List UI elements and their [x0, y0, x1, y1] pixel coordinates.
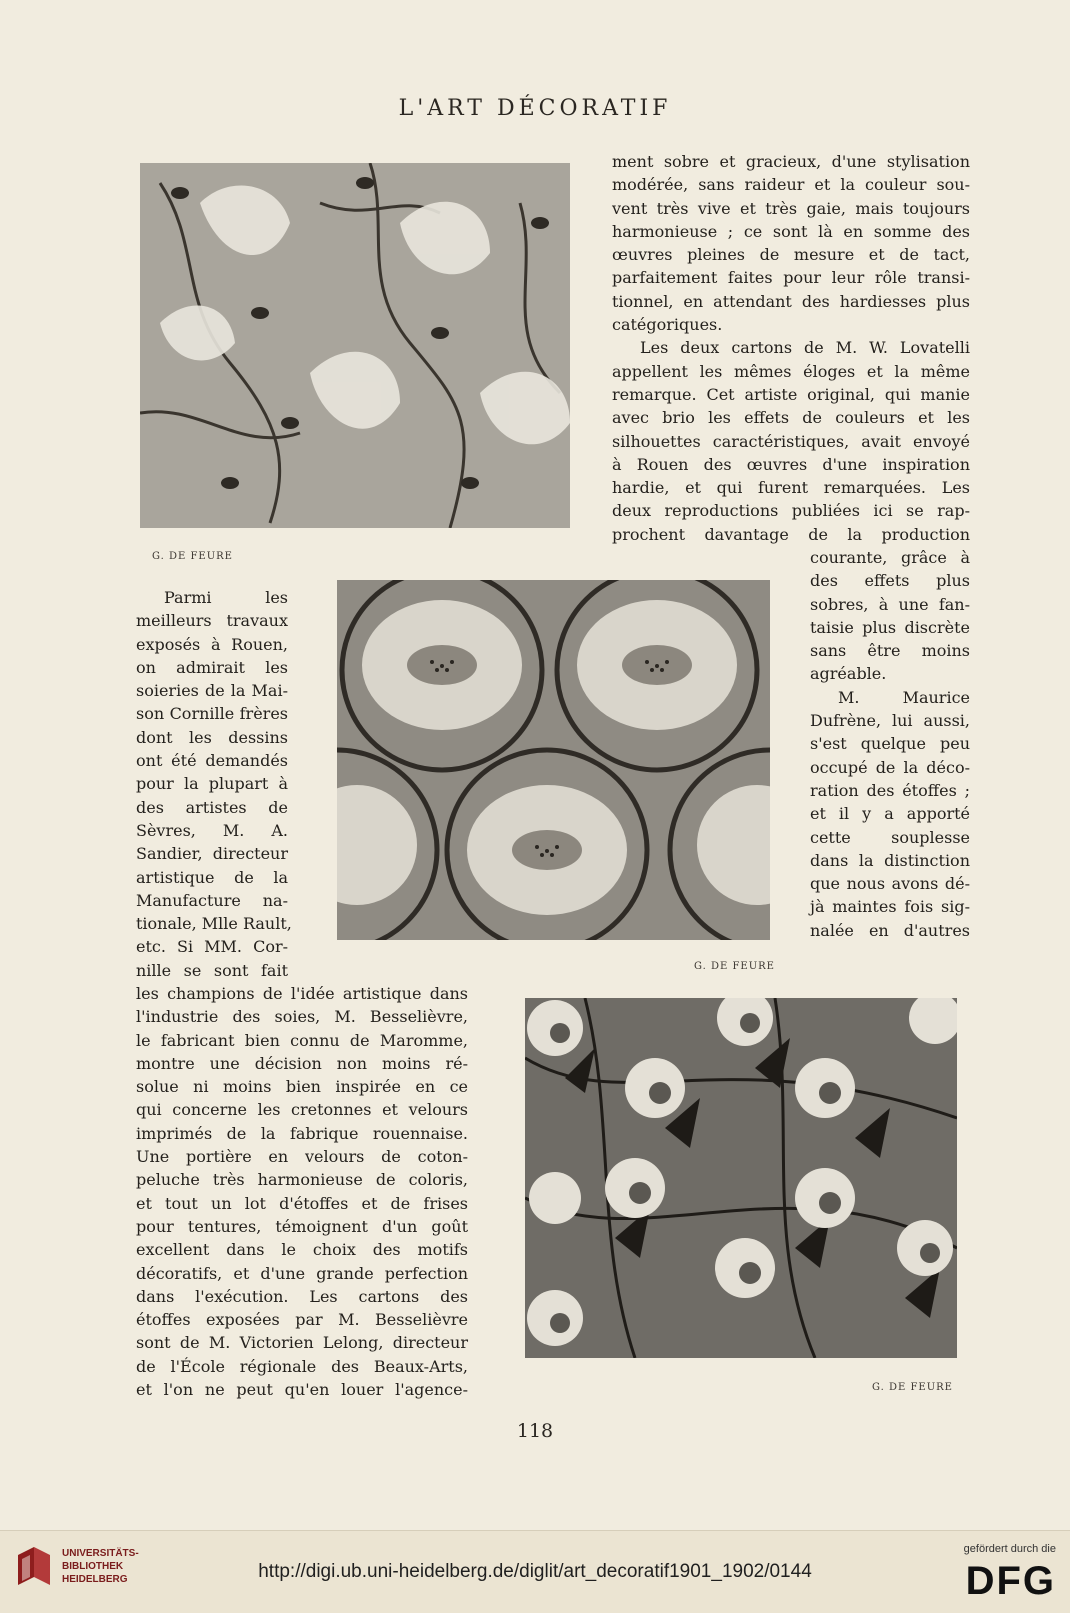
text-line: dans la distinction [810, 850, 970, 870]
dfg-logo: DFG [965, 1559, 1056, 1603]
text-line: ment sobre et gracieux, d'une stylisation [612, 152, 970, 171]
text-line: exposés à Rouen, [136, 634, 288, 654]
text-line: des effets plus [810, 571, 970, 591]
text-line: pour la plupart à [136, 774, 288, 794]
text-line: nille se sont fait [136, 960, 288, 980]
text-line: remarque. Cet artiste original, qui manie [612, 384, 970, 404]
text-line: Les deux cartons de M. W. Lovatelli [640, 338, 970, 358]
text-column-right-narrow [810, 546, 970, 942]
text-line: le fabricant bien connu de Maromme, [136, 1030, 468, 1050]
text-column-left-wide [136, 982, 468, 1401]
text-line: parfaitement faites pour leur rôle transi- [612, 268, 970, 288]
text-line: appellent les mêmes éloges et la même [612, 361, 970, 381]
text-line: ration des étoffes ; [810, 780, 970, 800]
text-line: son Cornille frères [136, 704, 288, 724]
plate-rose-stems-pattern [525, 998, 957, 1358]
text-line: vent très vive et très gaie, mais toujours [612, 198, 970, 218]
text-line: silhouettes caractéristiques, avait envoyé [612, 431, 970, 451]
text-line: M. Maurice [838, 687, 970, 707]
text-line: excellent dans le choix des motifs [136, 1240, 468, 1260]
text-line: étoffes exposées par M. Besselièvre [136, 1310, 468, 1330]
text-line: Sèvres, M. A. [136, 820, 288, 840]
text-line: meilleurs travaux [136, 611, 288, 631]
text-line: à Rouen des œuvres d'une inspiration [612, 454, 970, 474]
text-line: que nous avons dé- [810, 874, 970, 894]
page-number: 118 [516, 1420, 554, 1442]
text-line: taisie plus discrète [810, 617, 970, 637]
text-line: montre une décision non moins ré- [136, 1053, 468, 1073]
text-line: dans l'exécution. Les cartons des [136, 1286, 468, 1306]
text-line: œuvres pleines de mesure et de tact, [612, 245, 970, 265]
plate-tulip-pattern [140, 163, 570, 528]
text-line: décoratifs, et d'une grande perfection [136, 1263, 468, 1283]
text-line: jà maintes fois sig- [810, 897, 970, 917]
text-line: et il y a apporté [810, 804, 970, 824]
text-line: avec brio les effets de couleurs et les [612, 408, 970, 428]
plate-caption: G. DE FEURE [694, 961, 775, 972]
text-line: sont de M. Victorien Lelong, directeur [136, 1333, 468, 1353]
text-line: etc. Si MM. Cor- [136, 937, 288, 957]
plate-caption: G. DE FEURE [872, 1382, 953, 1393]
text-line: Sandier, directeur [136, 844, 288, 864]
text-line: dont les dessins [136, 727, 288, 747]
text-line: Parmi les [164, 588, 288, 607]
text-line: qui concerne les cretonnes et velours [136, 1100, 468, 1120]
text-line: solue ni moins bien inspirée en ce [136, 1077, 468, 1097]
text-line: s'est quelque peu [810, 734, 970, 754]
text-line: imprimés de la fabrique rouennaise. [136, 1123, 468, 1143]
text-line: on admirait les [136, 657, 288, 677]
plate-rose-circles-pattern [337, 580, 770, 940]
text-line: modérée, sans raideur et la couleur sou- [612, 175, 970, 195]
text-line: de l'École régionale des Beaux-Arts, [136, 1356, 468, 1376]
running-header: L'ART DÉCORATIF [398, 96, 672, 121]
text-line: et l'on ne peut qu'en louer l'agence- [136, 1380, 468, 1400]
text-line: des artistes de [136, 797, 288, 817]
text-line: sobres, à une fan- [810, 594, 970, 614]
text-line: pour tentures, témoignent d'un goût [136, 1216, 468, 1236]
text-line: ont été demandés [136, 751, 288, 771]
document-url-link[interactable]: http://digi.ub.uni-heidelberg.de/diglit/art_decoratif1901_1902/0144 [258, 1561, 812, 1582]
text-column-left-narrow [136, 586, 292, 982]
library-name: UNIVERSITÄTS- BIBLIOTHEK HEIDELBERG [62, 1548, 139, 1585]
text-line: courante, grâce à [810, 548, 970, 567]
text-line: artistique de la [136, 867, 288, 887]
text-line: soieries de la Mai- [136, 681, 288, 701]
text-line: catégoriques. [612, 315, 723, 335]
text-line: tionnel, en attendant des hardiesses plus [612, 291, 970, 311]
text-line: Manufacture na- [136, 890, 288, 910]
text-line: prochent davantage de la production [612, 524, 970, 544]
text-line: les champions de l'idée artistique dans [136, 984, 468, 1003]
funding-label: gefördert durch die [963, 1543, 1056, 1555]
text-line: Une portière en velours de coton- [136, 1147, 468, 1167]
plate-caption: G. DE FEURE [152, 551, 233, 562]
text-line: cette souplesse [810, 827, 970, 847]
text-line: sans être moins [810, 641, 970, 661]
text-line: nalée en d'autres [810, 920, 970, 940]
text-line: l'industrie des soies, M. Besselièvre, [136, 1007, 468, 1027]
text-column-right-top [612, 150, 970, 546]
text-line: Dufrène, lui aussi, [810, 711, 970, 731]
text-line: deux reproductions publiées ici se rap- [612, 501, 970, 521]
text-line: hardie, et qui furent remarquées. Les [612, 478, 970, 498]
text-line: et tout un lot d'étoffes et de frises [136, 1193, 468, 1213]
text-line: agréable. [810, 664, 887, 684]
viewer-footer [0, 1530, 1070, 1613]
text-line: harmonieuse ; ce sont là en somme des [612, 221, 970, 241]
text-line: tionale, Mlle Rault, [136, 914, 292, 934]
text-line: occupé de la déco- [810, 757, 970, 777]
text-line: peluche très harmonieuse de coloris, [136, 1170, 468, 1190]
